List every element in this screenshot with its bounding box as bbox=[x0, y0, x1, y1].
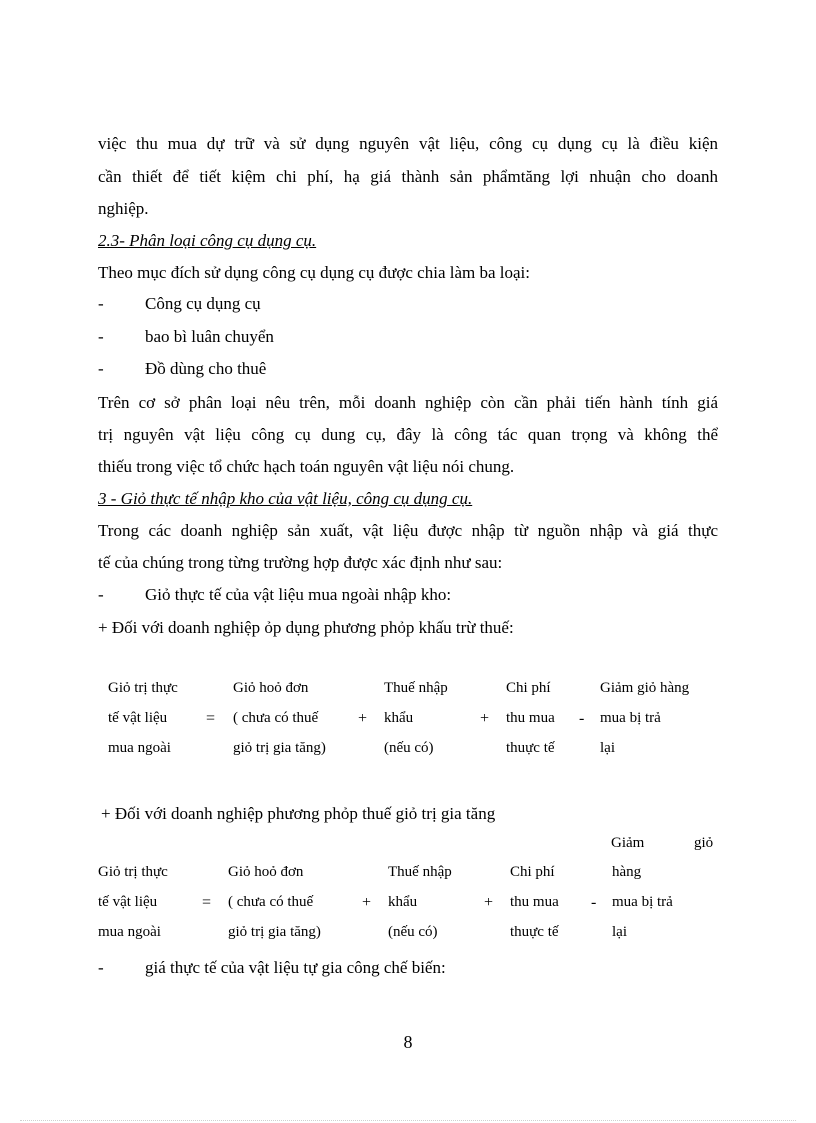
formula-cell: thu mua bbox=[506, 710, 555, 726]
formula-cell: Chi phí bbox=[510, 864, 555, 880]
formula-cell: khẩu bbox=[388, 894, 418, 910]
formula-cell: thu mua bbox=[510, 894, 559, 910]
formula-cell: lại bbox=[612, 924, 627, 940]
formula-cell: Giỏ hoỏ đơn bbox=[233, 680, 309, 696]
formula-cell: (nếu có) bbox=[384, 740, 434, 756]
formula-cell: ( chưa có thuế bbox=[228, 894, 314, 910]
equals-sign: = bbox=[202, 894, 212, 911]
formula-cell: Thuế nhập bbox=[388, 864, 452, 880]
section-heading: 3 - Giỏ thực tế nhập kho của vật liệu, công cụ dụng cụ. bbox=[98, 489, 473, 508]
formula-cell: tế vật liệu bbox=[108, 710, 168, 726]
section-heading: 2.3- Phân loại công cụ dụng cụ. bbox=[98, 231, 317, 250]
formula-cell: mua ngoài bbox=[108, 740, 171, 756]
paragraph-line: nghiệp. bbox=[98, 199, 149, 218]
equals-sign: = bbox=[206, 710, 216, 727]
formula-cell: (nếu có) bbox=[388, 924, 438, 940]
formula-cell: Giảm bbox=[611, 835, 645, 851]
plus-sign: + bbox=[362, 894, 372, 911]
formula-cell: mua bị trả bbox=[600, 710, 661, 726]
formula-cell: mua bị trả bbox=[612, 894, 673, 910]
formula-cell: giỏ trị gia tăng) bbox=[228, 924, 321, 940]
formula-cell: mua ngoài bbox=[98, 924, 161, 940]
plus-sign: + bbox=[480, 710, 490, 727]
paragraph-line: việc thu mua dự trữ và sử dụng nguyên vật liệu, công cụ dụng cụ là điều kiện bbox=[98, 134, 718, 153]
minus-sign: - bbox=[579, 710, 585, 727]
formula-cell: Giỏ trị thực bbox=[98, 864, 168, 880]
paragraph-line: Trong các doanh nghiệp sản xuất, vật liệu được nhập từ nguồn nhập và giá thực bbox=[98, 521, 718, 540]
formula-cell: Giảm giỏ hàng bbox=[600, 680, 690, 696]
page-number: 8 bbox=[403, 1032, 413, 1052]
list-dash: - bbox=[98, 327, 104, 346]
formula-cell: Giỏ hoỏ đơn bbox=[228, 864, 304, 880]
list-item: giá thực tế của vật liệu tự gia công chế biến: bbox=[145, 958, 446, 977]
formula-cell: lại bbox=[600, 740, 615, 756]
formula-cell: giỏ bbox=[694, 835, 714, 851]
formula-cell: thuực tế bbox=[510, 924, 559, 940]
list-dash: - bbox=[98, 958, 104, 977]
formula-cell: giỏ trị gia tăng) bbox=[233, 740, 326, 756]
list-item: Giỏ thực tế của vật liệu mua ngoài nhập kho: bbox=[145, 585, 452, 604]
list-dash: - bbox=[98, 359, 104, 378]
formula-cell: Thuế nhập bbox=[384, 680, 448, 696]
formula-cell: hàng bbox=[612, 864, 642, 880]
list-dash: - bbox=[98, 585, 104, 604]
minus-sign: - bbox=[591, 894, 597, 911]
paragraph-line: Trên cơ sở phân loại nêu trên, mỗi doanh nghiệp còn cần phải tiến hành tính giá bbox=[98, 393, 718, 412]
paragraph-line: thiếu trong việc tổ chức hạch toán nguyên vật liệu nói chung. bbox=[98, 457, 515, 476]
paragraph-line: trị nguyên vật liệu công cụ dung cụ, đây là công tác quan trọng và không thể bbox=[98, 425, 718, 444]
formula-cell: ( chưa có thuế bbox=[233, 710, 319, 726]
page-bottom-divider bbox=[20, 1120, 796, 1121]
formula-cell: thuực tế bbox=[506, 740, 555, 756]
list-item: Đồ dùng cho thuê bbox=[145, 359, 267, 378]
intro-text: Theo mục đích sử dụng công cụ dụng cụ được chia làm ba loại: bbox=[98, 263, 530, 282]
paragraph-line: tế của chúng trong từng trường hợp được xác định như sau: bbox=[98, 553, 503, 572]
plus-sign: + bbox=[484, 894, 494, 911]
plus-sign: + bbox=[358, 710, 368, 727]
list-dash: - bbox=[98, 294, 104, 313]
formula-cell: Chi phí bbox=[506, 680, 551, 696]
paragraph-line: cần thiết để tiết kiệm chi phí, hạ giá thành sản phẩmtăng lợi nhuận cho doanh bbox=[98, 167, 718, 186]
formula-cell: tế vật liệu bbox=[98, 894, 158, 910]
formula-cell: Giỏ trị thực bbox=[108, 680, 178, 696]
case-title: + Đối với doanh nghiệp ỏp dụng phương phỏp khấu trừ thuế: bbox=[98, 618, 514, 637]
list-item: Công cụ dụng cụ bbox=[145, 294, 261, 313]
list-item: bao bì luân chuyển bbox=[145, 327, 274, 346]
case-title: + Đối với doanh nghiệp phương phỏp thuế giỏ trị gia tăng bbox=[101, 804, 496, 823]
formula-cell: khẩu bbox=[384, 710, 414, 726]
